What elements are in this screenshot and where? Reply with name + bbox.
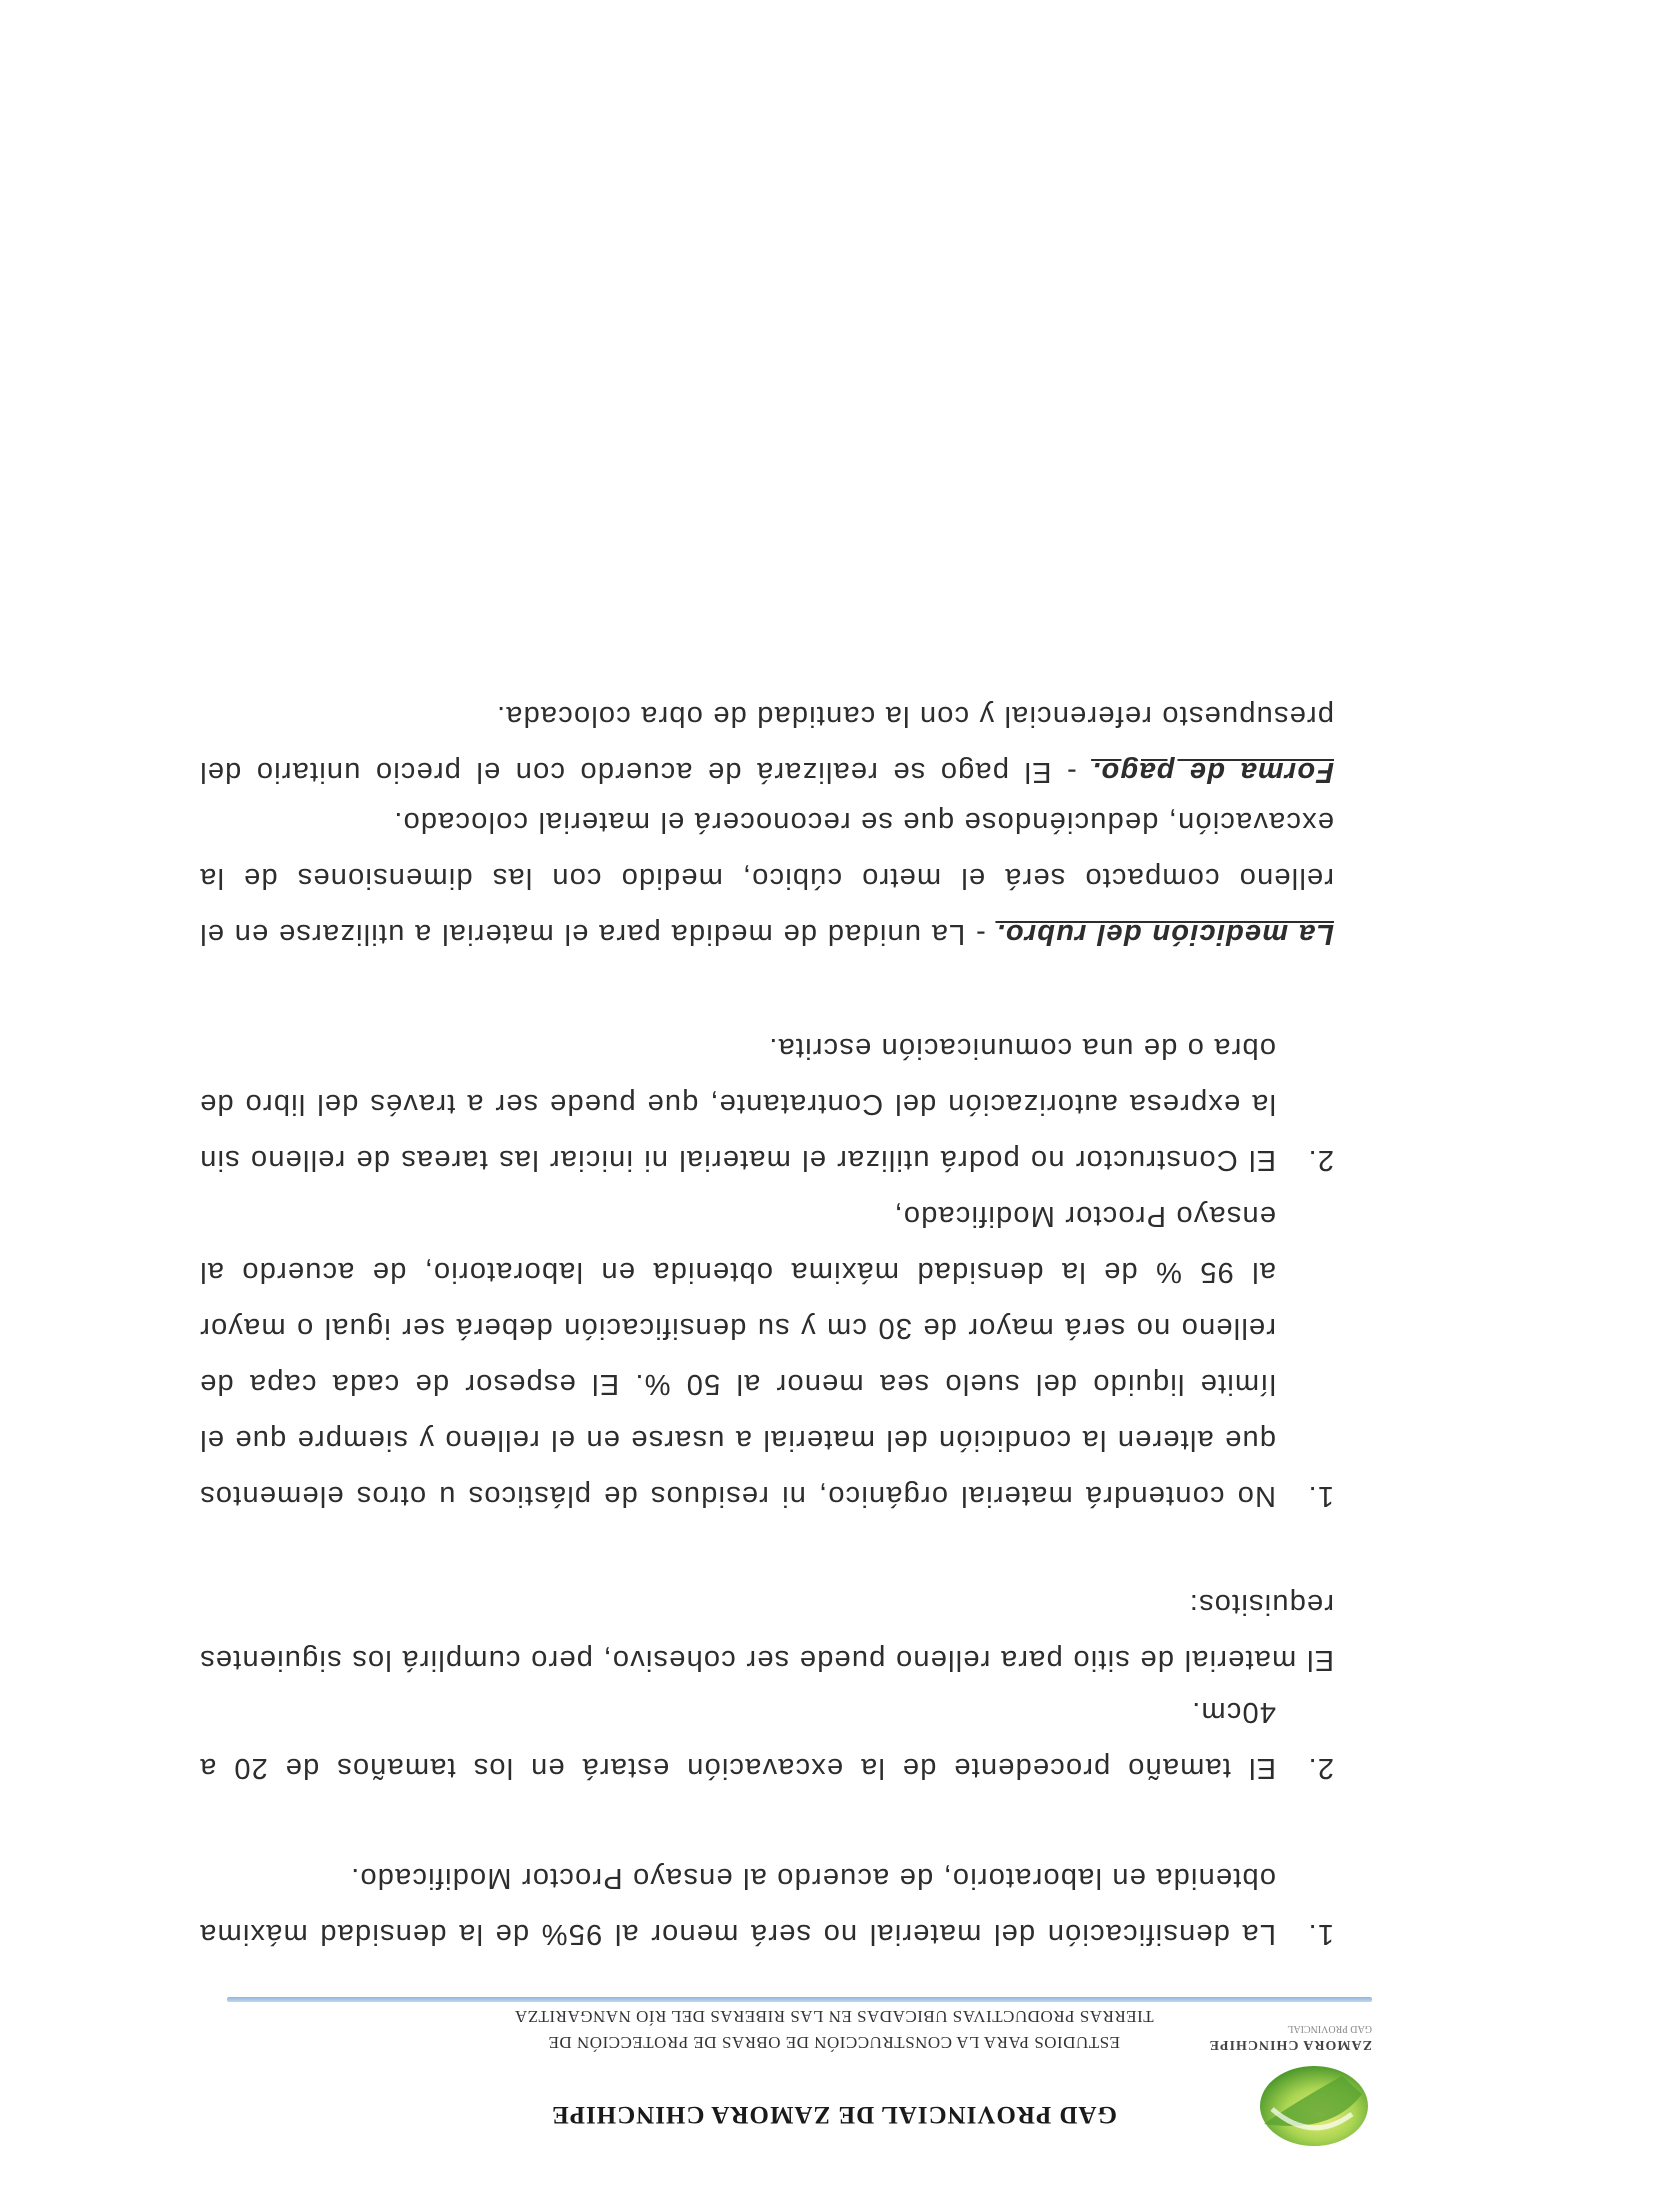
project-title-line-1: ESTUDIOS PARA LA CONSTRUCCIÓN DE OBRAS DE PROTECCIÓN DE — [548, 2033, 1120, 2052]
list-item-text: No contendrá material orgánico, ni residuos de plásticos u otros elementos que alteren la condición del material a usarse en el relleno y siempre que el límite liquido del suelo sea menor al 50 %. El espesor de cada capa de relleno no será mayor de 30 cm y su densificación deberá ser igual o mayor al 95 % de la densidad máxima obtenida en laboratorio, de acuerdo al ensayo Proctor Modificado, — [199, 1200, 1276, 1512]
list-number: 2. — [1307, 1752, 1334, 1784]
project-title-line-2: TIERRAS PRODUCTIVAS UBICADAS EN LAS RIBERAS DEL RÍO NANGARITZA — [514, 2007, 1154, 2026]
paragraph-pago — [199, 688, 1334, 800]
list-item — [199, 1188, 1334, 1524]
list-number: 1. — [1307, 1918, 1334, 1950]
list-number: 2. — [1307, 1144, 1334, 1176]
list-item — [199, 1684, 1334, 1796]
list-number: 1. — [1307, 1480, 1334, 1512]
logo-subtext: GAD PROVINCIAL — [1287, 2023, 1372, 2034]
paragraph-material: El material de sitio para relleno puede ser cohesivo, pero cumplirá los siguientes requisitos: — [199, 1588, 1334, 1676]
medicion-heading: La medición del rubro. — [995, 918, 1334, 950]
list-item-text: La densificación del material no será menor al 95% de la densidad máxima obtenida en laboratorio, de acuerdo al ensayo Proctor Modificado. — [199, 1862, 1276, 1950]
pago-text: - El pago se realizará de acuerdo con el precio unitario del presupuesto referencial y con la cantidad de obra colocada. — [199, 700, 1334, 788]
org-title: GAD PROVINCIAL DE ZAMORA CHINCHIPE — [551, 2101, 1117, 2128]
logo-wordmark: ZAMORA CHINCHIPE — [1208, 2037, 1372, 2052]
paragraph-medicion — [199, 794, 1334, 962]
list-item-text: El Constructor no podrá utilizar el material ni iniciar las tareas de relleno sin la expresa autorización del Contratante, que puede ser a través del libro de obra o de una comunicación escrita. — [199, 1032, 1276, 1176]
list-item-text: El tamaño procedente de la excavación estará en los tamaños de 20 a 40cm. — [199, 1696, 1276, 1784]
list-item — [199, 1020, 1334, 1188]
medicion-text: - La unidad de medida para el material a utilizarse en el relleno compacto será el metro cúbico, medido con las dimensiones de la excavación, deduciéndose que se reconocerá el material colocado. — [198, 806, 1334, 950]
pago-heading: Forma de pago. — [1091, 756, 1334, 788]
list-item — [199, 1850, 1334, 1962]
